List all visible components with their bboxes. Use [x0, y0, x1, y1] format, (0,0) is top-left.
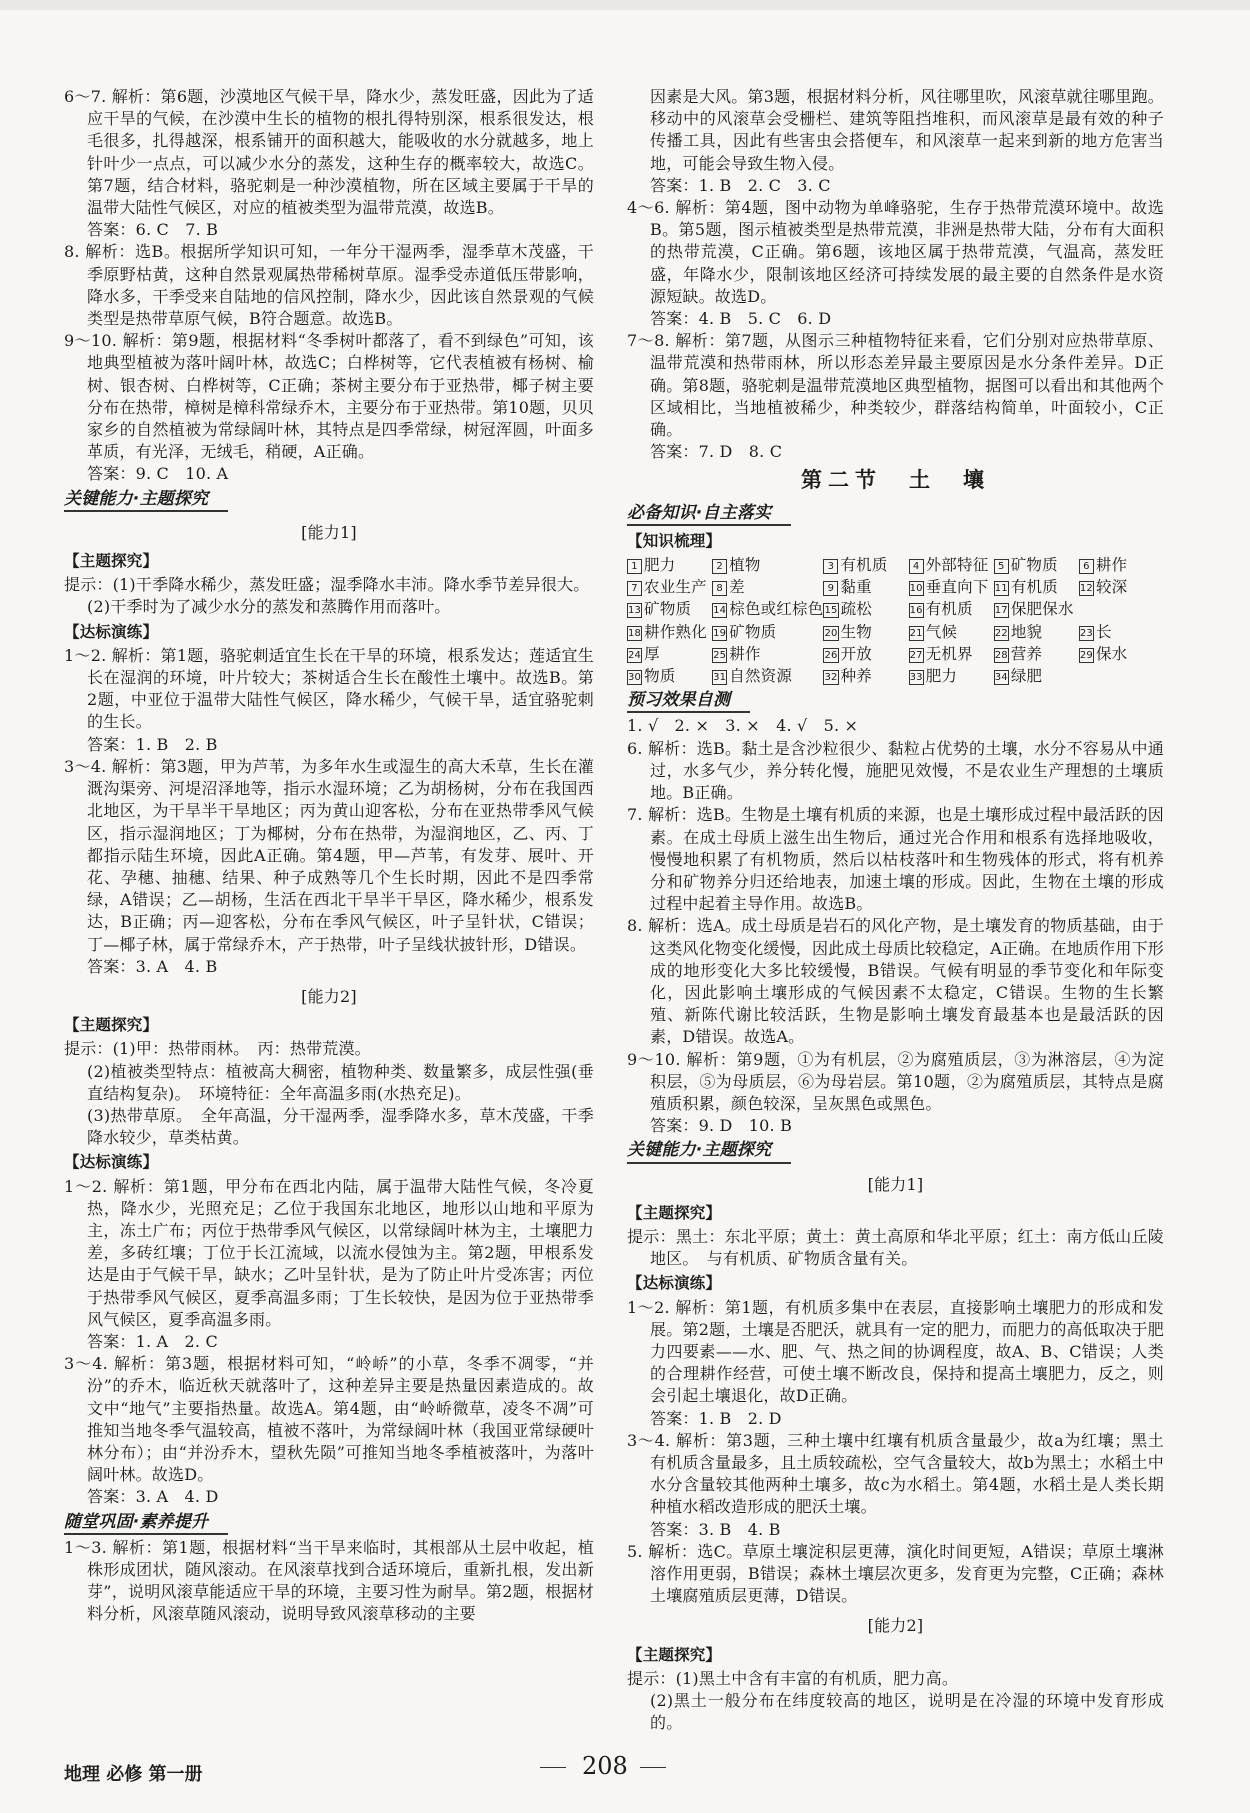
- knowledge-item-text: 厚: [644, 644, 660, 663]
- knowledge-item-number: 2: [712, 559, 727, 574]
- top-border: [0, 0, 1250, 10]
- knowledge-item-text: 较深: [1095, 578, 1128, 597]
- knowledge-grid: [627, 554, 1164, 687]
- knowledge-item-text: 长: [1095, 622, 1112, 641]
- knowledge-item: [994, 665, 1079, 687]
- section-banner-text: 必备知识·自主落实: [627, 502, 791, 526]
- section-title: 第二节 土 壤: [801, 468, 990, 493]
- paragraph: 3～4. 解析：第3题，甲为芦苇，为多年水生或湿生的高大禾草，生长在灌溉沟渠旁、河堤沼泽地等，指示水湿环境；乙为胡杨树，分布在我国西北地区，为干旱半干旱地区；丙为黄山迎客松，分布在亚热带季风气候区，指示湿润地区；丁为椰树，分布在热带，为湿润地区，乙、丙、丁都指示陆生环境，因此A正确。第4题，甲—芦苇，有发芽、展叶、开花、孕穗、抽穗、结果、种子成熟等几个生长时期，因此不是四季常绿，A错误；乙—胡杨，生活在西北干旱半干旱区，降水稀少，根系发达，B正确；丙—迎客松，分布在季风气候区，叶子呈针状，C错误；丁—椰子林，属于常绿乔木，产于热带，叶子呈线状披针形，D错误。: [64, 756, 594, 954]
- knowledge-item-number: 5: [994, 559, 1009, 574]
- paragraph: 答案：9. C 10. A: [87, 464, 229, 484]
- knowledge-item: [994, 643, 1079, 665]
- page-number: 208: [582, 1752, 628, 1780]
- knowledge-item-text: 耕作: [1095, 556, 1128, 575]
- paragraph: 答案：1. B 2. B: [87, 734, 218, 754]
- section-banner-text: 关键能力·主题探究: [64, 488, 228, 512]
- knowledge-item: [994, 621, 1079, 643]
- knowledge-item-text: 植物: [729, 556, 761, 575]
- knowledge-item: [823, 665, 908, 687]
- paragraph: 提示：(1)黑土中含有丰富的有机质，肥力高。: [627, 1668, 959, 1688]
- knowledge-item-text: 自然资源: [729, 667, 793, 686]
- paragraph: 1～2. 解析：第1题，甲分布在西北内陆，属于温带大陆性气候，冬冷夏热，降水少，光照充足；乙位于我国东北地区，地形以山地和平原为主，冻土广布；丙位于热带季风气候区，以常绿阔叶林为主，土壤肥力差，多砖红壤；丁位于长江流域，以流水侵蚀为主。第2题，甲根系发达是由于气候干旱，缺水；乙叶呈针状，是为了防止叶片受冻害；丙位于热带季风气候区，夏季高温多雨；丁生长较快，是因为位于亚热带季风气候区，夏季高温多雨。: [64, 1176, 594, 1329]
- knowledge-item: [994, 554, 1079, 576]
- knowledge-item-number: 30: [628, 672, 642, 684]
- knowledge-item-text: 矿物质: [644, 600, 692, 619]
- knowledge-item: [627, 643, 712, 665]
- left-column: [64, 86, 594, 1626]
- knowledge-item-number: 23: [1079, 627, 1093, 639]
- knowledge-item: [909, 643, 994, 665]
- subsection-heading: 【主题探究】: [627, 1203, 722, 1222]
- knowledge-item-number: 10: [909, 583, 923, 595]
- paragraph: 3～4. 解析：第3题，根据材料可知，“岭峤”的小草，冬季不凋零，“并汾”的乔木，临近秋天就落叶了，这种差异主要是热量因素造成的。故文中“地气”主要指热量。故选A。第4题，由“岭峤微草，凌冬不凋”可推知当地冬季气温较高，植被不落叶，为常绿阔叶林（我国亚常绿硬叶林分布）；由“并汾乔木，望秋先陨”可推知当地冬季植被落叶，为落叶阔叶林。故选D。: [64, 1354, 594, 1485]
- paragraph: 7～8. 解析：第7题，从图示三种植物特征来看，它们分别对应热带草原、温带荒漠和热带雨林，所以形态差异最主要原因是水分条件差异。D正确。第8题，骆驼刺是温带荒漠地区典型植物，据图可以看出和其他两个区域相比，当地植被稀少，种类较少，群落结构简单，叶面较小，C正确。: [627, 331, 1164, 440]
- paragraph: 答案：7. D 8. C: [650, 442, 783, 462]
- paragraph: 答案：6. C 7. B: [87, 220, 219, 240]
- paragraph: 6. 解析：选B。黏土是含沙粒很少、黏粒占优势的土壤，水分不容易从中通过，水多气少，养分转化慢，施肥见效慢，不是农业生产理想的土壤质地。B正确。: [627, 738, 1164, 803]
- ability-label: [能力1]: [301, 522, 357, 542]
- ability-label: [能力2]: [301, 986, 357, 1006]
- knowledge-item-text: 有机质: [840, 556, 888, 575]
- knowledge-item-text: 有机质: [925, 600, 973, 619]
- paragraph: 答案：4. B 5. C 6. D: [650, 309, 832, 329]
- paragraph: 1～2. 解析：第1题，骆驼刺适宜生长在干旱的环境，根系发达；莲适宜生长在湿润的环境，叶片较大；茶树适合生长在酸性土壤中。故选B。第2题，中亚位于温带大陆性气候区，降水稀少，气候干旱，适宜骆驼刺的生长。: [64, 645, 594, 732]
- knowledge-item: [712, 665, 823, 687]
- knowledge-item: [712, 643, 823, 665]
- knowledge-item-number: 17: [994, 605, 1008, 617]
- knowledge-item-text: 种养: [840, 667, 872, 686]
- subsection-heading: 【主题探究】: [64, 1016, 159, 1035]
- knowledge-item: [823, 643, 908, 665]
- knowledge-item-text: 矿物质: [729, 622, 777, 641]
- paragraph: 提示：(1)干季降水稀少，蒸发旺盛；湿季降水丰沛。降水季节差异很大。: [64, 575, 590, 595]
- right-column: [627, 86, 1164, 1734]
- knowledge-item-text: 物质: [644, 667, 676, 686]
- paragraph: 答案：3. A 4. B: [87, 956, 218, 976]
- paragraph: 1～3. 解析：第1题，根据材料“当干旱来临时，其根部从土层中收起，植株形成团状，随风滚动。在风滚草找到合适环境后，重新扎根，发出新芽”，说明风滚草能适应干旱的环境，主要习性为耐旱。第2题，根据材料分析，风滚草随风滚动，说明导致风滚草移动的主要: [64, 1537, 594, 1624]
- knowledge-item-number: 18: [628, 627, 642, 639]
- paragraph: 提示：黑土：东北平原；黄土：黄土高原和华北平原；红土：南方低山丘陵地区。 与有机质、矿物质含量有关。: [627, 1226, 1164, 1269]
- subsection-heading: 【主题探究】: [627, 1645, 722, 1664]
- paragraph: 1. √ 2. × 3. × 4. √ 5. ×: [627, 716, 859, 736]
- knowledge-item: [909, 665, 994, 687]
- knowledge-item-number: 33: [909, 672, 923, 684]
- knowledge-item-number: 31: [713, 672, 727, 684]
- paragraph: (3)热带草原。 全年高温，分干湿两季，湿季降水多，草木茂盛，干季降水较少，草类枯黄。: [87, 1105, 594, 1148]
- knowledge-item-text: 棕色或红棕色: [729, 600, 824, 619]
- paragraph: 9～10. 解析：第9题，根据材料“冬季树叶都落了，看不到绿色”可知，该地典型植被为落叶阔叶林，故选C；白桦树等，它代表植被有杨树、榆树、银杏树、白桦树等，C正确；茶树主要分布于亚热带，椰子树主要分布在热带，樟树是樟科常绿乔木，主要分布于亚热带。第10题，贝贝家乡的自然植被为常绿阔叶林，其特点是四季常绿，树冠浑圆，叶面多革质，有光泽，无绒毛，稍硬，A正确。: [64, 331, 594, 462]
- knowledge-item-number: 13: [628, 605, 642, 617]
- knowledge-item: [712, 621, 823, 643]
- paragraph: 答案：3. A 4. D: [87, 1487, 219, 1507]
- paragraph: (2)植被类型特点：植被高大稠密，植物种类、数量繁多，成层性强(垂直结构复杂)。 环境特征：全年高温多雨(水热充足)。: [87, 1061, 594, 1103]
- knowledge-item: [1079, 598, 1164, 620]
- knowledge-item-number: 8: [712, 581, 727, 596]
- knowledge-item-text: 气候: [925, 622, 958, 641]
- section-banner: [64, 486, 594, 514]
- subsection-heading: 【知识梳理】: [627, 531, 722, 550]
- knowledge-item: [712, 598, 823, 620]
- knowledge-item: [994, 576, 1079, 598]
- knowledge-item-number: 20: [824, 627, 838, 639]
- knowledge-item-number: 6: [1079, 559, 1094, 574]
- section-banner: [627, 1137, 1164, 1165]
- knowledge-item-text: 疏松: [840, 600, 872, 619]
- knowledge-item-number: 4: [909, 559, 924, 574]
- knowledge-item-number: 28: [994, 649, 1008, 661]
- knowledge-item-number: 1: [627, 559, 642, 574]
- knowledge-item: [909, 598, 994, 620]
- knowledge-item: [627, 621, 712, 643]
- knowledge-item-text: 矿物质: [1010, 556, 1058, 575]
- paragraph: 3～4. 解析：第3题，三种土壤中红壤有机质含量最少，故a为红壤；黑土有机质含量最多，且土质较疏松，空气含量较大，故b为黑土；水稻土中水分含量较其他两种土壤多，故c为水稻土。第4题，水稻土是人类长期种植水稻改造形成的肥沃土壤。: [627, 1430, 1164, 1517]
- paragraph: 答案：1. A 2. C: [87, 1331, 218, 1351]
- knowledge-item-number: 15: [824, 605, 838, 617]
- footer-book-title: 地理 必修 第一册: [64, 1764, 203, 1785]
- knowledge-item-number: 12: [1079, 583, 1093, 595]
- knowledge-item: [712, 554, 823, 576]
- knowledge-item-text: 无机界: [925, 644, 973, 663]
- knowledge-item-text: 生物: [840, 622, 872, 641]
- knowledge-item-number: 34: [994, 672, 1008, 684]
- knowledge-item-text: 肥力: [644, 556, 676, 575]
- page-dash-left: [540, 1767, 566, 1768]
- section-banner-text: 关键能力·主题探究: [627, 1139, 791, 1163]
- paragraph: 7. 解析：选B。生物是土壤有机质的来源，也是土壤形成过程中最活跃的因素。在成土母质上滋生出生物后，通过光合作用和根系有选择地吸收，慢慢地积累了有机物质，然后以枯枝落叶和生物残体的形式，将有机养分和矿物养分归还给地表，加速土壤的形成。因此，生物在土壤的形成过程中起着主导作用。故选B。: [627, 805, 1164, 914]
- knowledge-item-text: 差: [729, 578, 745, 597]
- paragraph: 提示：(1)甲：热带雨林。 丙：热带荒漠。: [64, 1039, 371, 1059]
- knowledge-item-text: 肥力: [925, 667, 958, 686]
- section-banner: [627, 687, 1164, 715]
- knowledge-item-text: 耕作: [729, 644, 761, 663]
- page-dash-right: [640, 1767, 666, 1768]
- knowledge-item: [909, 554, 994, 576]
- knowledge-item-text: 绿肥: [1010, 667, 1043, 686]
- section-banner: [627, 500, 1164, 528]
- paragraph: 答案：3. B 4. B: [650, 1519, 781, 1539]
- knowledge-item-number: 16: [909, 605, 923, 617]
- knowledge-item-text: 开放: [840, 644, 872, 663]
- knowledge-item-number: 3: [823, 559, 838, 574]
- knowledge-item: [1079, 576, 1164, 598]
- knowledge-item-number: 11: [994, 583, 1008, 595]
- knowledge-item: [1079, 554, 1164, 576]
- knowledge-item-number: 24: [628, 649, 642, 661]
- knowledge-item: [712, 576, 823, 598]
- knowledge-item: [627, 554, 712, 576]
- knowledge-item-number: 27: [909, 649, 923, 661]
- paragraph: 4～6. 解析：第4题，图中动物为单峰骆驼，生存于热带荒漠环境中。故选B。第5题，图示植被类型是热带荒漠，非洲是热带大陆，分布有大面积的热带荒漠，C正确。第6题，该地区属于热带荒漠，气温高，蒸发旺盛，年降水少，限制该地区经济可持续发展的最主要的自然条件是水资源短缺。故选D。: [627, 198, 1164, 306]
- paragraph: 8. 解析：选A。成土母质是岩石的风化产物，是土壤发育的物质基础，由于这类风化物变化缓慢，因此成土母质比较稳定，A正确。在地质作用下形成的地形变化大多比较缓慢，B错误。气候有明显的季节变化和年际变化，因此影响土壤形成的气候因素不太稳定，C错误。生物的生长繁殖、新陈代谢比较活跃，生物是影响土壤发育最基本也是最活跃的因素，D错误。故选A。: [627, 916, 1164, 1047]
- knowledge-item: [823, 621, 908, 643]
- section-banner-text: 随堂巩固·素养提升: [64, 1511, 228, 1535]
- knowledge-item: [1079, 621, 1164, 643]
- knowledge-item-text: 营养: [1010, 644, 1043, 663]
- knowledge-item-number: 21: [909, 627, 923, 639]
- knowledge-item-text: 农业生产: [644, 578, 707, 597]
- paragraph: 6～7. 解析：第6题，沙漠地区气候干旱，降水少，蒸发旺盛，因此为了适应干旱的气候，在沙漠中生长的植物的根扎得特别深，根系很发达，根毛很多，扎得越深，根系铺开的面积越大，能吸收的水分就越多，地上针叶少一点点，可以减少水分的蒸发，这种生存的概率较大，故选C。第7题，结合材料，骆驼刺是一种沙漠植物，所在区域主要属于干旱的温带大陆性气候区，对应的植被类型为温带荒漠，故选B。: [64, 87, 594, 218]
- subsection-heading: 【达标演练】: [627, 1274, 722, 1293]
- section-banner: [64, 1509, 594, 1537]
- knowledge-item: [627, 576, 712, 598]
- knowledge-item-text: 黏重: [840, 578, 872, 597]
- knowledge-item-text: 保水: [1095, 644, 1128, 663]
- knowledge-item-text: 有机质: [1010, 578, 1058, 597]
- knowledge-item-text: 地貌: [1010, 622, 1043, 641]
- subsection-heading: 【主题探究】: [64, 552, 159, 571]
- knowledge-item-number: 19: [713, 627, 727, 639]
- knowledge-item: [909, 621, 994, 643]
- paragraph: 答案：9. D 10. B: [650, 1116, 793, 1136]
- paragraph: 8. 解析：选B。根据所学知识可知，一年分干湿两季，湿季草木茂盛，干季原野枯黄，这种自然景观属热带稀树草原。湿季受赤道低压带影响，降水多，干季受来自陆地的信风控制，降水少，因此该自然景观的气候类型是热带草原气候，B符合题意。故选B。: [64, 242, 594, 329]
- knowledge-item: [1079, 665, 1164, 687]
- paragraph: 1～2. 解析：第1题，有机质多集中在表层，直接影响土壤肥力的形成和发展。第2题，土壤是否肥沃，就具有一定的肥力，而肥力的高低取决于肥力四要素——水、肥、气、热之间的协调程度，故A、B、C错误；人类的合理耕作经营，可使土壤不断改良，保持和提高土壤肥力，反之，则会引起土壤退化，故D正确。: [627, 1297, 1164, 1406]
- paragraph: (2)干季时为了减少水分的蒸发和蒸腾作用而落叶。: [87, 597, 451, 617]
- knowledge-item-number: 25: [713, 649, 727, 661]
- paragraph: 5. 解析：选C。草原土壤淀积层更薄，演化时间更短，A错误；草原土壤淋溶作用更弱，B错误；森林土壤层次更多，发育更为完整，C正确；森林土壤腐殖质层更薄，D错误。: [627, 1541, 1164, 1606]
- knowledge-item-number: 7: [627, 581, 642, 596]
- knowledge-item: [627, 665, 712, 687]
- knowledge-item-text: 保肥保水: [1010, 600, 1074, 619]
- knowledge-item-text: 耕作熟化: [644, 622, 707, 641]
- knowledge-item: [823, 554, 908, 576]
- knowledge-item: [1079, 643, 1164, 665]
- knowledge-item-text: 外部特征: [925, 556, 989, 575]
- paragraph: 答案：1. B 2. C 3. C: [650, 175, 831, 195]
- knowledge-item: [909, 576, 994, 598]
- knowledge-item-number: 9: [823, 581, 838, 596]
- knowledge-item-text: 垂直向下: [925, 578, 989, 597]
- paragraph: (2)黑土一般分布在纬度较高的地区，说明是在冷湿的环境中发育形成的。: [650, 1691, 1164, 1733]
- knowledge-item-number: 22: [994, 627, 1008, 639]
- knowledge-item-number: 26: [824, 649, 838, 661]
- paragraph: 9～10. 解析：第9题，①为有机层，②为腐殖质层，③为淋溶层，④为淀积层，⑤为母质层，⑥为母岩层。第10题，②为腐殖质层，其特点是腐殖质积累，颜色较深，呈灰黑色或黑色。: [627, 1049, 1164, 1113]
- knowledge-item: [994, 598, 1079, 620]
- paragraph: 因素是大风。第3题，根据材料分析，风往哪里吹，风滚草就往哪里跑。移动中的风滚草会受栅栏、建筑等阻挡堆积，而风滚草是最有效的种子传播工具，因此有些害虫会搭便车，和风滚草一起来到新的地方危害当地，可能会导致生物入侵。: [650, 87, 1164, 173]
- subsection-heading: 【达标演练】: [64, 1153, 159, 1172]
- knowledge-item: [627, 598, 712, 620]
- ability-label: [能力1]: [867, 1174, 924, 1194]
- knowledge-item: [823, 576, 908, 598]
- subsection-heading: 【达标演练】: [64, 622, 159, 641]
- knowledge-item-number: 32: [824, 672, 838, 684]
- knowledge-item-number: 29: [1079, 649, 1093, 661]
- knowledge-item-number: 14: [713, 605, 727, 617]
- section-banner-text: 预习效果自测: [627, 689, 750, 713]
- knowledge-item: [823, 598, 908, 620]
- paragraph: 答案：1. B 2. D: [650, 1408, 782, 1428]
- ability-label: [能力2]: [867, 1616, 924, 1636]
